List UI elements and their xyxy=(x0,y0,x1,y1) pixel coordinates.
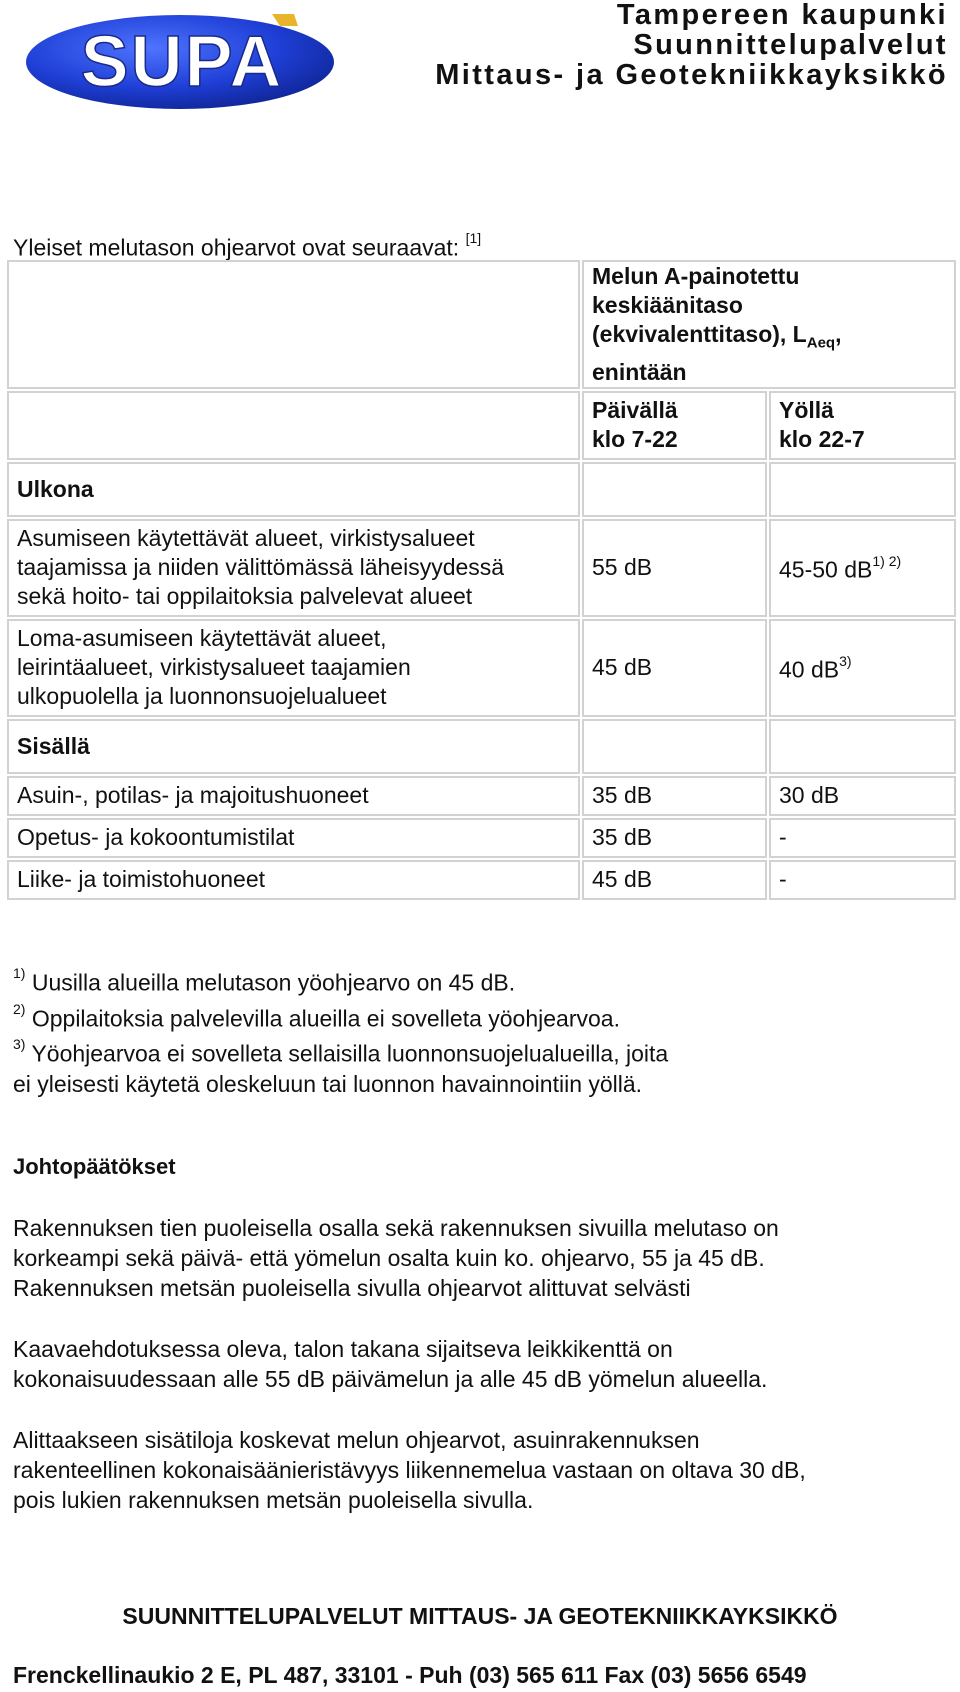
night-footnote-ref: 3) xyxy=(839,653,852,670)
intro-reference: [1] xyxy=(465,230,482,246)
header-text: (ekvivalenttitaso), L xyxy=(592,321,807,347)
night-value-cell xyxy=(769,519,956,617)
table-header-row xyxy=(7,260,956,389)
label-line: Loma-asumiseen käytettävät alueet, xyxy=(17,625,387,652)
row-label: Liike- ja toimistohuoneet xyxy=(7,860,580,900)
day-value: 35 dB xyxy=(582,818,767,858)
conclusion-paragraph xyxy=(13,1425,806,1515)
footnote xyxy=(13,1033,668,1069)
label-line: taajamissa ja niiden välittömässä läheisyydessä xyxy=(17,554,505,581)
org-line-city: Tampereen kaupunki xyxy=(616,0,948,31)
day-value: 55 dB xyxy=(582,519,767,617)
supa-logo xyxy=(22,6,344,110)
night-footnote-ref: 1) 2) xyxy=(872,553,902,570)
footnote-mark: 1) xyxy=(13,965,26,981)
row-label xyxy=(7,519,580,617)
footnotes xyxy=(13,962,668,1099)
paragraph-line: Rakennuksen metsän puoleisella sivulla ohjearvot alittuvat selvästi xyxy=(13,1275,691,1301)
header-line: enintään xyxy=(592,358,687,385)
footnote-text: Oppilaitoksia palvelevilla alueilla ei sovelleta yöohjearvoa. xyxy=(31,1005,620,1032)
night-value: 30 dB xyxy=(769,776,956,816)
header-subscript: Aeq xyxy=(806,334,836,352)
night-label: Yöllä xyxy=(779,397,834,424)
row-label: Asuin-, potilas- ja majoitushuoneet xyxy=(7,776,580,816)
paragraph-line: pois lukien rakennuksen metsän puoleisella sivulla. xyxy=(13,1487,534,1513)
header-line: keskiäänitaso xyxy=(592,292,743,318)
footnote-text: Uusilla alueilla melutason yöohjearvo on 45 dB. xyxy=(31,969,516,996)
table-row xyxy=(7,818,956,858)
paragraph-line: Rakennuksen tien puoleisella osalla sekä rakennuksen sivuilla melutaso on xyxy=(13,1215,779,1241)
paragraph-line: Alittaakseen sisätiloja koskevat melun ohjearvot, asuinrakennuksen xyxy=(13,1427,700,1453)
label-line: sekä hoito- tai oppilaitoksia palvelevat alueet xyxy=(17,583,473,610)
empty-cell xyxy=(582,462,767,517)
empty-cell xyxy=(582,719,767,774)
header-day xyxy=(582,391,767,460)
day-value: 45 dB xyxy=(582,619,767,717)
night-hours: klo 22-7 xyxy=(779,426,865,453)
table-row xyxy=(7,860,956,900)
night-value: - xyxy=(769,860,956,900)
section-row-indoor xyxy=(7,719,956,774)
day-label: Päivällä xyxy=(592,397,678,424)
section-title-outdoor: Ulkona xyxy=(7,462,580,517)
day-value: 45 dB xyxy=(582,860,767,900)
noise-guideline-table xyxy=(5,258,958,902)
organization-header xyxy=(435,0,948,90)
table-row xyxy=(7,619,956,717)
label-line: leirintäalueet, virkistysalueet taajamien xyxy=(17,654,411,681)
header-line xyxy=(592,320,946,358)
night-value: 40 dB xyxy=(779,656,840,683)
row-label xyxy=(7,619,580,717)
section-title-indoor: Sisällä xyxy=(7,719,580,774)
footer-contact: Frenckellinaukio 2 E, PL 487, 33101 - Puh (03) 565 611 Fax (03) 5656 6549 xyxy=(13,1662,807,1688)
table-row xyxy=(7,776,956,816)
conclusion-paragraph xyxy=(13,1334,767,1394)
org-line-department: Suunnittelupalvelut xyxy=(633,29,948,61)
label-line: Asumiseen käytettävät alueet, virkistysalueet xyxy=(17,525,475,552)
footnote-continuation: ei yleisesti käytetä oleskeluun tai luonnon havainnointiin yöllä. xyxy=(13,1070,643,1097)
header-noise-level xyxy=(582,260,956,389)
empty-cell xyxy=(769,719,956,774)
table-row xyxy=(7,519,956,617)
header-comma: , xyxy=(835,321,842,347)
header-line: Melun A-painotettu xyxy=(592,263,800,289)
section-row-outdoor xyxy=(7,462,956,517)
night-value-cell xyxy=(769,619,956,717)
time-empty-cell xyxy=(7,391,580,460)
footer-unit: SUUNNITTELUPALVELUT MITTAUS- JA GEOTEKNIIKKAYKSIKKÖ xyxy=(122,1603,838,1629)
org-line-unit: Mittaus- ja Geotekniikkayksikkö xyxy=(435,59,948,91)
logo-text: SUPA xyxy=(80,22,284,102)
conclusions-heading: Johtopäätökset xyxy=(13,1154,176,1179)
footnote xyxy=(13,998,668,1034)
night-value: - xyxy=(769,818,956,858)
day-hours: klo 7-22 xyxy=(592,426,678,453)
header-empty-cell xyxy=(7,260,580,389)
footnote xyxy=(13,962,668,998)
night-value: 45-50 dB xyxy=(779,556,873,583)
conclusion-paragraph xyxy=(13,1213,779,1303)
empty-cell xyxy=(769,462,956,517)
footnote-mark: 3) xyxy=(13,1036,26,1053)
header-night xyxy=(769,391,956,460)
table-time-row xyxy=(7,391,956,460)
paragraph-line: kokonaisuudessaan alle 55 dB päivämelun ja alle 45 dB yömelun alueella. xyxy=(13,1366,768,1392)
footnote-mark: 2) xyxy=(13,1000,26,1017)
paragraph-line: rakenteellinen kokonaisäänieristävyys liikennemelua vastaan on oltava 30 dB, xyxy=(13,1457,806,1483)
intro-text xyxy=(13,228,481,262)
paragraph-line: korkeampi sekä päivä- että yömelun osalta kuin ko. ohjearvo, 55 ja 45 dB. xyxy=(13,1245,765,1271)
paragraph-line: Kaavaehdotuksessa oleva, talon takana sijaitseva leikkikenttä on xyxy=(13,1336,673,1362)
footnote-text: Yöohjearvoa ei sovelleta sellaisilla luonnonsuojelualueilla, joita xyxy=(31,1040,669,1067)
row-label: Opetus- ja kokoontumistilat xyxy=(7,818,580,858)
day-value: 35 dB xyxy=(582,776,767,816)
label-line: ulkopuolella ja luonnonsuojelualueet xyxy=(17,683,387,710)
intro-sentence: Yleiset melutason ohjearvot ovat seuraavat: xyxy=(13,234,460,261)
